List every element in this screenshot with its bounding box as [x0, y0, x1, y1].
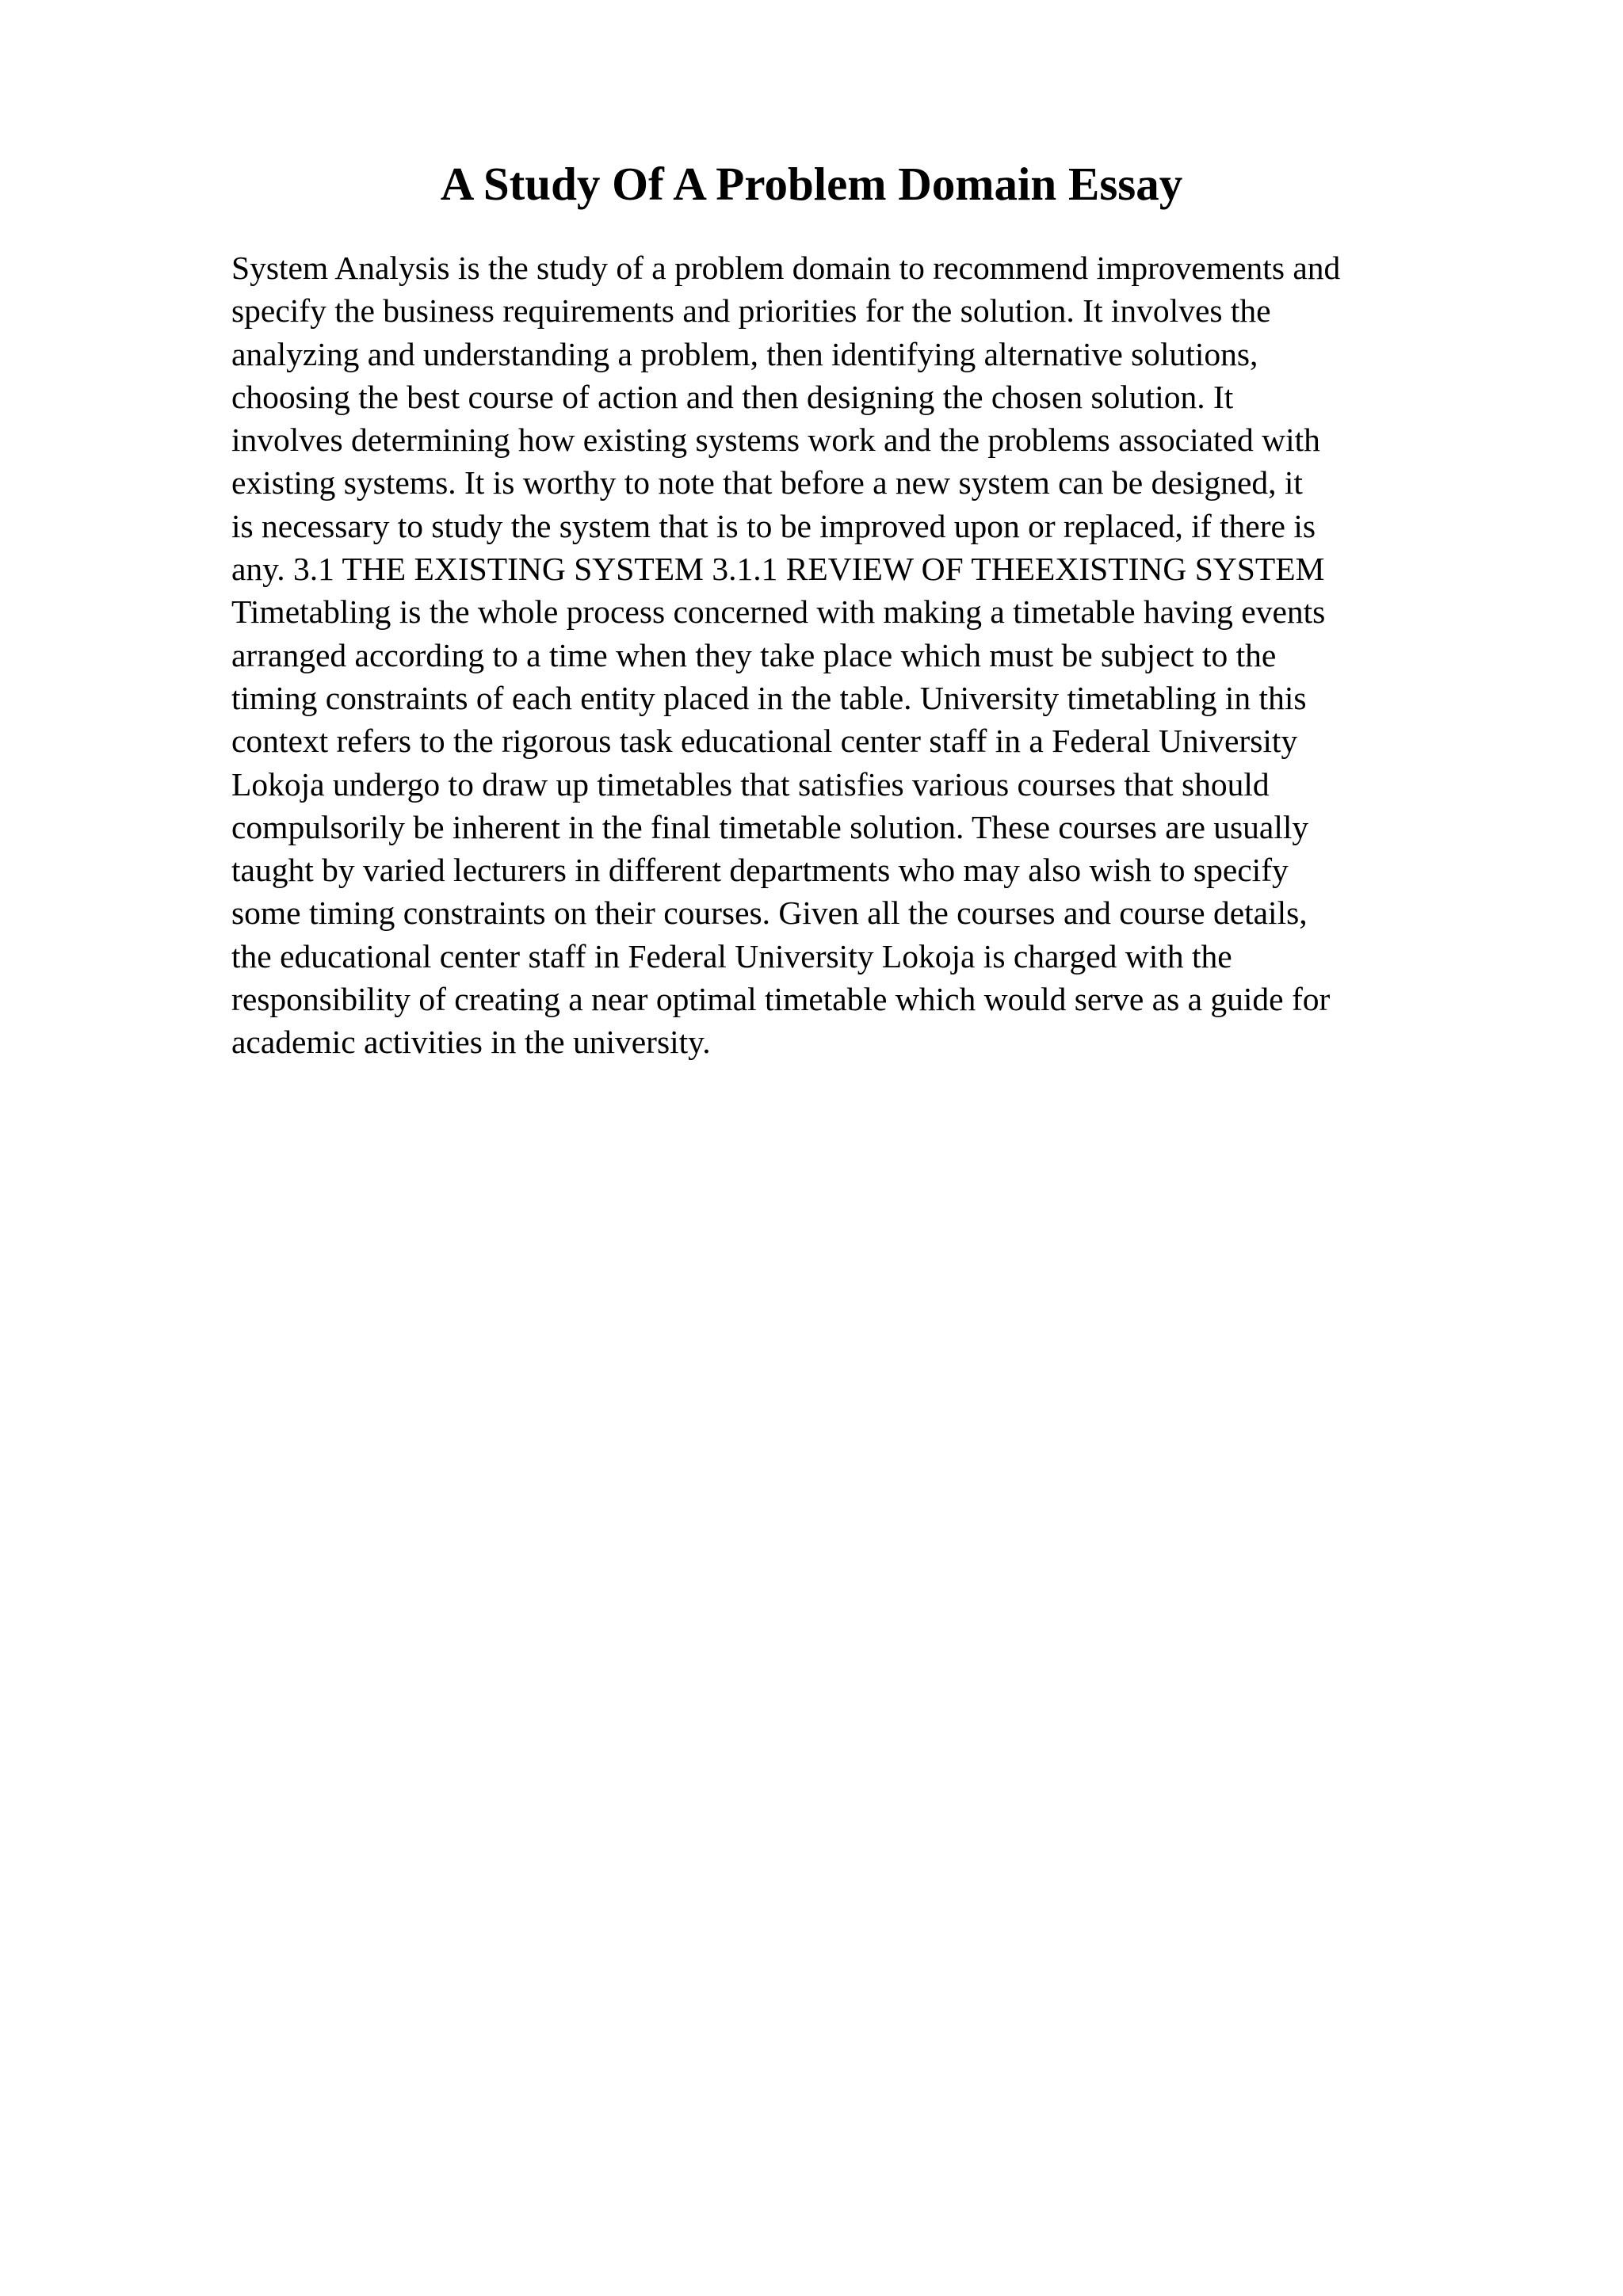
body-line: taught by varied lecturers in different departments who may also wish to specify: [231, 852, 1289, 889]
document-body: [231, 246, 1499, 1064]
document-title: A Study Of A Problem Domain Essay: [440, 158, 1183, 210]
body-line: choosing the best course of action and then designing the chosen solution. It: [231, 378, 1234, 415]
body-line: existing systems. It is worthy to note that before a new system can be designed, it: [231, 464, 1303, 502]
body-line: System Analysis is the study of a problem domain to recommend improvements and: [231, 250, 1341, 286]
body-line: any. 3.1 THE EXISTING SYSTEM 3.1.1 REVIEW OF THEEXISTING SYSTEM: [231, 551, 1325, 588]
body-line: Timetabling is the whole process concerned with making a timetable having events: [231, 593, 1326, 631]
body-line: arranged according to a time when they take place which must be subject to the: [231, 636, 1277, 673]
body-line: is necessary to study the system that is to be improved upon or replaced, if there is: [231, 507, 1316, 544]
body-line: timing constraints of each entity placed in the table. University timetabling in this: [231, 679, 1307, 716]
body-line: analyzing and understanding a problem, then identifying alternative solutions,: [231, 335, 1258, 372]
body-line: Lokoja undergo to draw up timetables that satisfies various courses that should: [231, 765, 1270, 803]
body-line: academic activities in the university.: [231, 1024, 711, 1061]
body-line: involves determining how existing systems work and the problems associated with: [231, 421, 1320, 459]
body-line: specify the business requirements and priorities for the solution. It involves the: [231, 292, 1271, 330]
body-line: responsibility of creating a near optimal timetable which would serve as a guide for: [231, 981, 1331, 1018]
body-line: the educational center staff in Federal University Lokoja is charged with the: [231, 937, 1232, 974]
body-line: some timing constraints on their courses. Given all the courses and course details,: [231, 894, 1308, 932]
body-line: context refers to the rigorous task educational center staff in a Federal University: [231, 723, 1298, 760]
body-line: compulsorily be inherent in the final timetable solution. These courses are usually: [231, 808, 1309, 845]
